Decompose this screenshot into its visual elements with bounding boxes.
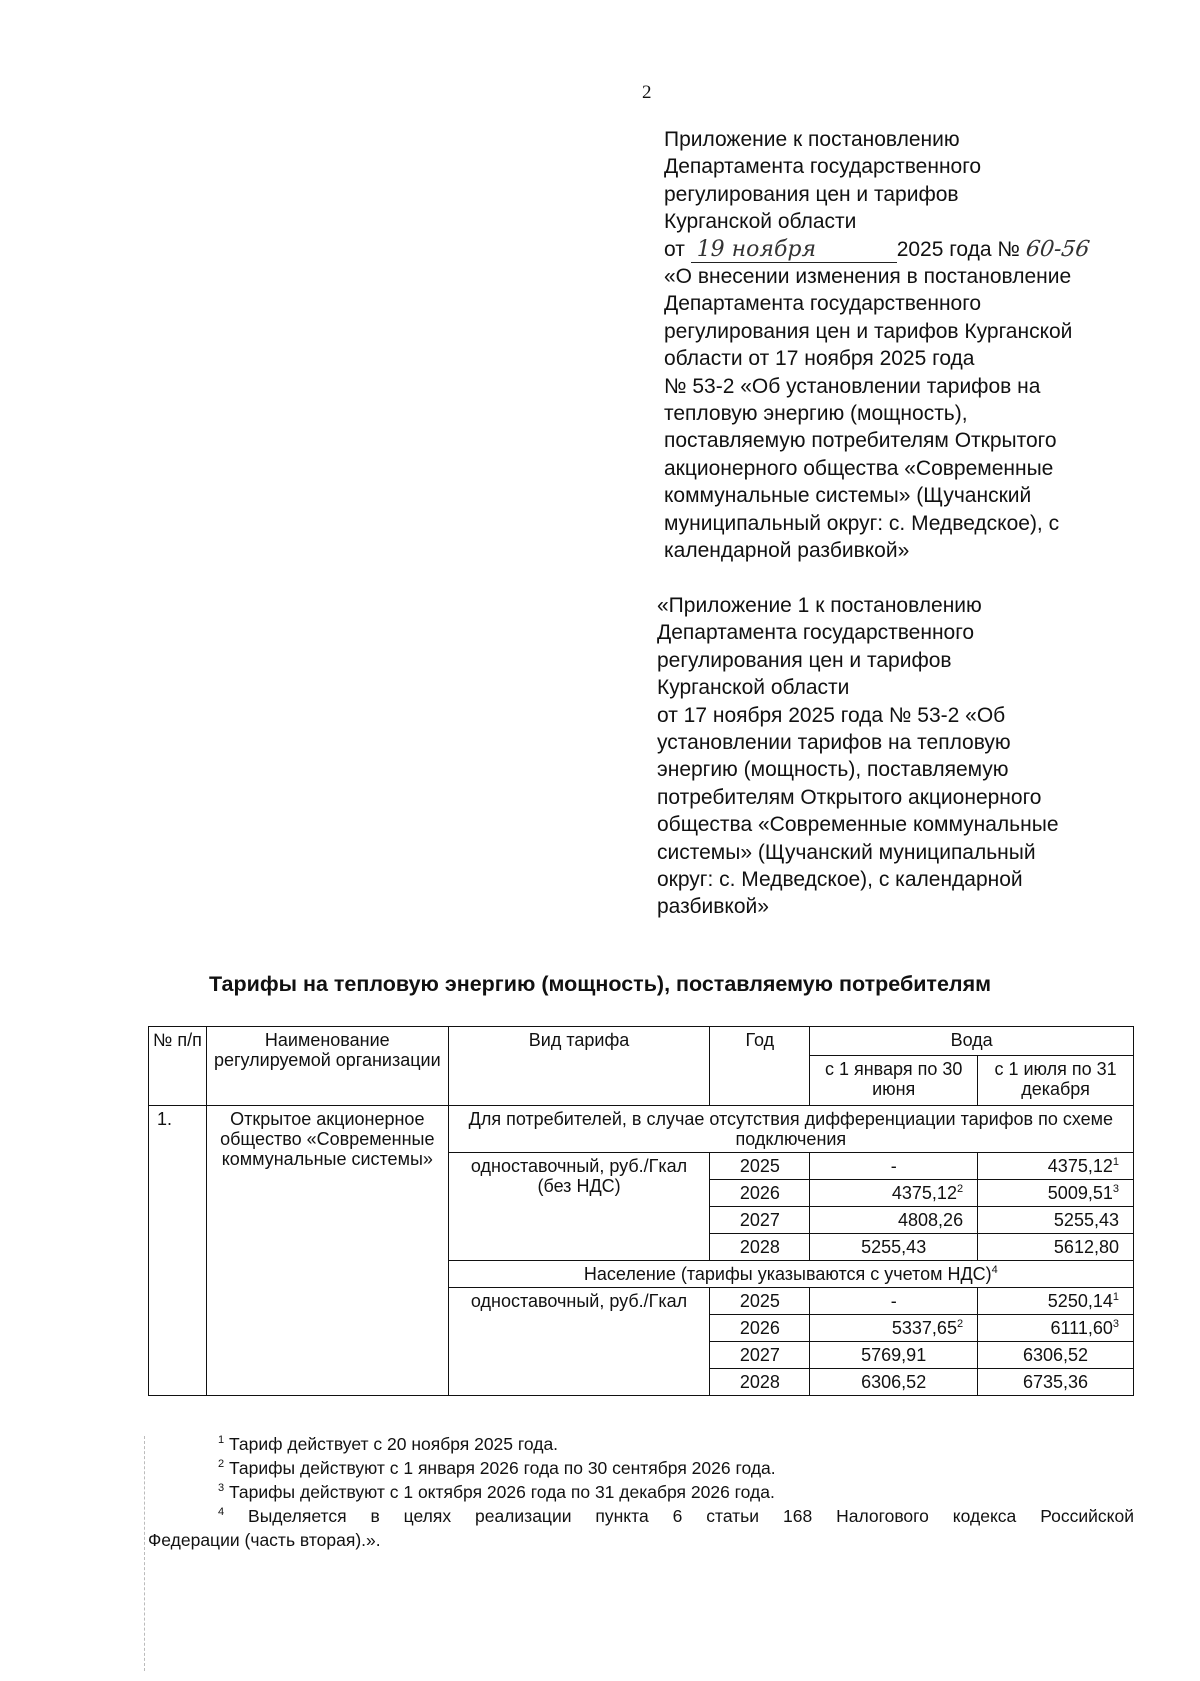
footnote-mark: 4 (218, 1506, 225, 1519)
period2-value (978, 1180, 1134, 1207)
year-cell: 2025 (710, 1288, 810, 1315)
title-line: тепловую энергию (мощность), (664, 402, 968, 426)
footnote (148, 1480, 1134, 1504)
period2-value: 6306,52 (978, 1342, 1134, 1369)
footnote-mark: 1 (1112, 1291, 1119, 1303)
title-line: «О внесении изменения в постановление (664, 265, 1072, 289)
header-period1: с 1 января по 30 июня (810, 1055, 978, 1105)
header-year: Год (710, 1027, 810, 1106)
footnote-mark: 4 (991, 1264, 998, 1276)
header-water: Вода (810, 1027, 1134, 1056)
date-prefix: от (664, 237, 685, 261)
footnote (148, 1504, 1134, 1528)
header-line: регулирования цен и тарифов (664, 182, 959, 206)
footnote-mark: 1 (1112, 1156, 1119, 1168)
title-line: Департамента государственного (664, 292, 982, 316)
value: - (890, 1156, 897, 1176)
appendix1-line: регулирования цен и тарифов (657, 648, 952, 672)
table-header-row (149, 1027, 1134, 1056)
footnote-text: Тарифы действуют с 1 января 2026 года по 30 сентября 2026 года. (229, 1458, 776, 1478)
period1-value: 6306,52 (810, 1369, 978, 1396)
appendix1-line: установлении тарифов на тепловую (657, 731, 1011, 755)
value: 5250,14 (1047, 1291, 1113, 1311)
section-title: Для потребителей, в случае отсутствия дифференциации тарифов по схеме подключения (448, 1106, 1133, 1153)
footnote-text: Тарифы действуют с 1 октября 2026 года по 31 декабря 2026 года. (229, 1482, 775, 1502)
period1-value: 4808,26 (810, 1207, 978, 1234)
table-title: Тарифы на тепловую энергию (мощность), поставляемую потребителям (208, 972, 992, 996)
appendix1-line: от 17 ноября 2025 года № 53-2 «Об (657, 703, 1006, 727)
appendix1-line: Курганской области (657, 676, 850, 700)
period1-value (810, 1153, 978, 1180)
tariff-type: одноставочный, руб./Гкал (448, 1288, 710, 1396)
year-cell: 2028 (710, 1369, 810, 1396)
year-cell: 2027 (710, 1207, 810, 1234)
value: 4375,12 (1047, 1156, 1113, 1176)
appendix1-line: округ: с. Медведское), с календарной (657, 868, 1023, 892)
tariff-type: одноставочный, руб./Гкал (без НДС) (448, 1153, 710, 1261)
section-title (448, 1261, 1133, 1288)
value: 6111,60 (1050, 1318, 1113, 1338)
handwritten-number: 60-56 (1024, 236, 1092, 262)
period2-value: 5255,43 (978, 1207, 1134, 1234)
title-line: № 53-2 «Об установлении тарифов на (664, 374, 1041, 398)
year-cell: 2028 (710, 1234, 810, 1261)
appendix1-line: энергию (мощность), поставляемую (657, 758, 1009, 782)
footnote-mark: 1 (218, 1434, 225, 1447)
title-line: области от 17 ноября 2025 года (664, 347, 975, 371)
organization-name: Открытое акционерное общество «Современные коммунальные системы» (206, 1106, 448, 1396)
header-num: № п/п (149, 1027, 207, 1106)
page-number: 2 (642, 82, 652, 103)
period1-value (810, 1180, 978, 1207)
value: 5009,51 (1047, 1183, 1113, 1203)
footnote (148, 1456, 1134, 1480)
period1-value (810, 1288, 978, 1315)
footnote-mark: 3 (1112, 1318, 1119, 1330)
title-line: поставляемую потребителям Открытого (664, 429, 1057, 453)
title-line: коммунальные системы» (Щучанский (664, 484, 1032, 508)
header-line: Приложение к постановлению (664, 128, 960, 151)
title-line: муниципальный округ: с. Медведское), с (664, 511, 1060, 535)
header-period2: с 1 июля по 31 декабря (978, 1055, 1134, 1105)
period2-value: 6735,36 (978, 1369, 1134, 1396)
tariff-table (148, 1026, 1134, 1396)
footnote-text: Выделяется в целях реализации пункта 6 статьи 168 Налогового кодекса Российской (248, 1506, 1134, 1526)
appendix1-line: разбивкой» (657, 895, 769, 919)
period2-value (978, 1315, 1134, 1342)
year-cell: 2025 (710, 1153, 810, 1180)
appendix1-line: Департамента государственного (657, 621, 975, 645)
title-line: регулирования цен и тарифов Курганской (664, 319, 1073, 343)
scan-margin-rule (144, 1436, 145, 1671)
value: 5337,65 (891, 1318, 957, 1338)
row-number: 1. (149, 1106, 207, 1396)
year-cell: 2026 (710, 1180, 810, 1207)
date-line (664, 236, 1134, 263)
appendix1-line: «Приложение 1 к постановлению (657, 594, 982, 617)
header-line: Курганской области (664, 210, 857, 234)
value: 4375,12 (891, 1183, 957, 1203)
footnote-mark: 3 (1112, 1183, 1119, 1195)
appendix1-line: потребителям Открытого акционерного (657, 785, 1042, 809)
header-org: Наименование регулируемой организации (206, 1027, 448, 1106)
footnote-mark: 2 (956, 1183, 964, 1195)
appendix1-header (657, 592, 1127, 921)
period2-value (978, 1288, 1134, 1315)
header-line: Департамента государственного (664, 155, 982, 179)
footnotes (148, 1432, 1134, 1552)
period1-value: 5255,43 (810, 1234, 978, 1261)
appendix-header (664, 126, 1134, 565)
footnote-mark: 3 (218, 1482, 225, 1495)
title-line: календарной разбивкой» (664, 539, 910, 563)
appendix1-line: общества «Современные коммунальные (657, 813, 1059, 837)
period2-value: 5612,80 (978, 1234, 1134, 1261)
header-tariff-type: Вид тарифа (448, 1027, 710, 1106)
period2-value (978, 1153, 1134, 1180)
footnote-mark: 2 (218, 1458, 225, 1471)
title-line: акционерного общества «Современные (664, 456, 1054, 480)
section-title-row (149, 1106, 1134, 1153)
year-cell: 2026 (710, 1315, 810, 1342)
period1-value: 5769,91 (810, 1342, 978, 1369)
footnote-continuation: Федерации (часть вторая).». (148, 1530, 381, 1550)
section-title-text: Население (тарифы указываются с учетом НДС) (583, 1264, 992, 1284)
period1-value (810, 1315, 978, 1342)
appendix1-line: системы» (Щучанский муниципальный (657, 840, 1036, 864)
handwritten-date: 19 ноября (691, 238, 897, 263)
footnote (148, 1432, 1134, 1456)
footnote-text: Тариф действует с 20 ноября 2025 года. (229, 1434, 559, 1454)
value: - (890, 1291, 897, 1311)
year-cell: 2027 (710, 1342, 810, 1369)
date-suffix: 2025 года № (896, 237, 1020, 261)
footnote-mark: 2 (956, 1318, 964, 1330)
